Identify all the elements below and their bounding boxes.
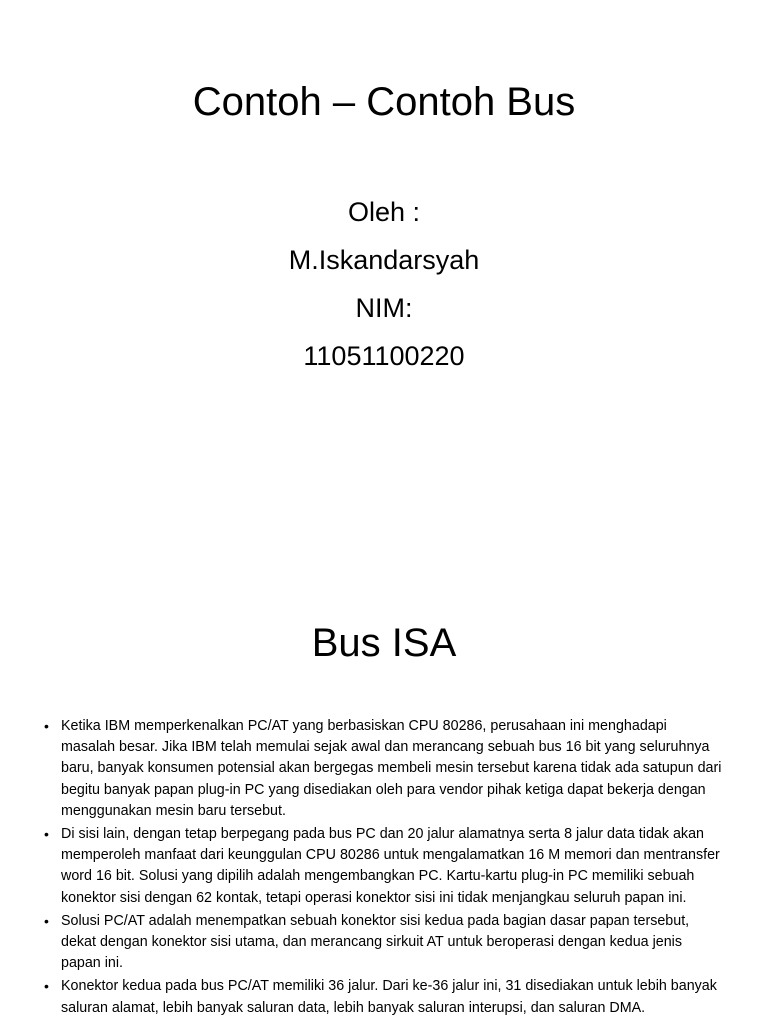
author-block bbox=[0, 188, 768, 380]
bullet-item: • Solusi PC/AT adalah menempatkan sebuah konektor sisi kedua pada bagian dasar papan tersebut, dekat dengan konektor sisi utama, dan merancang sirkuit AT untuk beroperasi dengan kedua jenis papan ini. bbox=[44, 911, 724, 975]
bullet-item: • Di sisi lain, dengan tetap berpegang pada bus PC dan 20 jalur alamatnya serta 8 jalur data tidak akan memperoleh manfaat dari keunggulan CPU 80286 untuk mengalamatkan 16 M memori dan mentransfer word 16 bit. Solusi yang dipilih adalah mengembangkan PC. Kartu-kartu plug-in PC memiliki sebuah konektor sisi dengan 62 kontak, tetapi operasi konektor sisi ini tidak menjangkau seluruh papan ini. bbox=[44, 824, 724, 909]
bullet-item: • Ketika IBM memperkenalkan PC/AT yang berbasiskan CPU 80286, perusahaan ini menghadapi masalah besar. Jika IBM telah memulai sejak awal dan merancang sebuah bus 16 bit yang seluruhnya baru, banyak konsumen potensial akan bergegas membeli mesin tersebut karena tidak ada satupun dari begitu banyak papan plug-in PC yang disediakan oleh para vendor pihak ketiga dapat bekerja dengan menggunakan mesin baru tersebut. bbox=[44, 716, 724, 822]
author-name: M.Iskandarsyah bbox=[288, 245, 480, 275]
author-by-label: Oleh : bbox=[347, 197, 421, 227]
nim-label: NIM: bbox=[355, 293, 413, 323]
bullet-list bbox=[44, 716, 724, 1021]
nim-value: 11051100220 bbox=[303, 341, 465, 371]
slide-bus-isa bbox=[0, 592, 768, 1024]
bullet-item: • Konektor kedua pada bus PC/AT memiliki 36 jalur. Dari ke-36 jalur ini, 31 disediakan untuk lebih banyak saluran alamat, lebih banyak saluran data, lebih banyak saluran interupsi, dan saluran DMA. bbox=[44, 976, 724, 1018]
slide-2-title: Bus ISA bbox=[311, 621, 457, 665]
slide-1-title: Contoh – Contoh Bus bbox=[192, 80, 576, 124]
